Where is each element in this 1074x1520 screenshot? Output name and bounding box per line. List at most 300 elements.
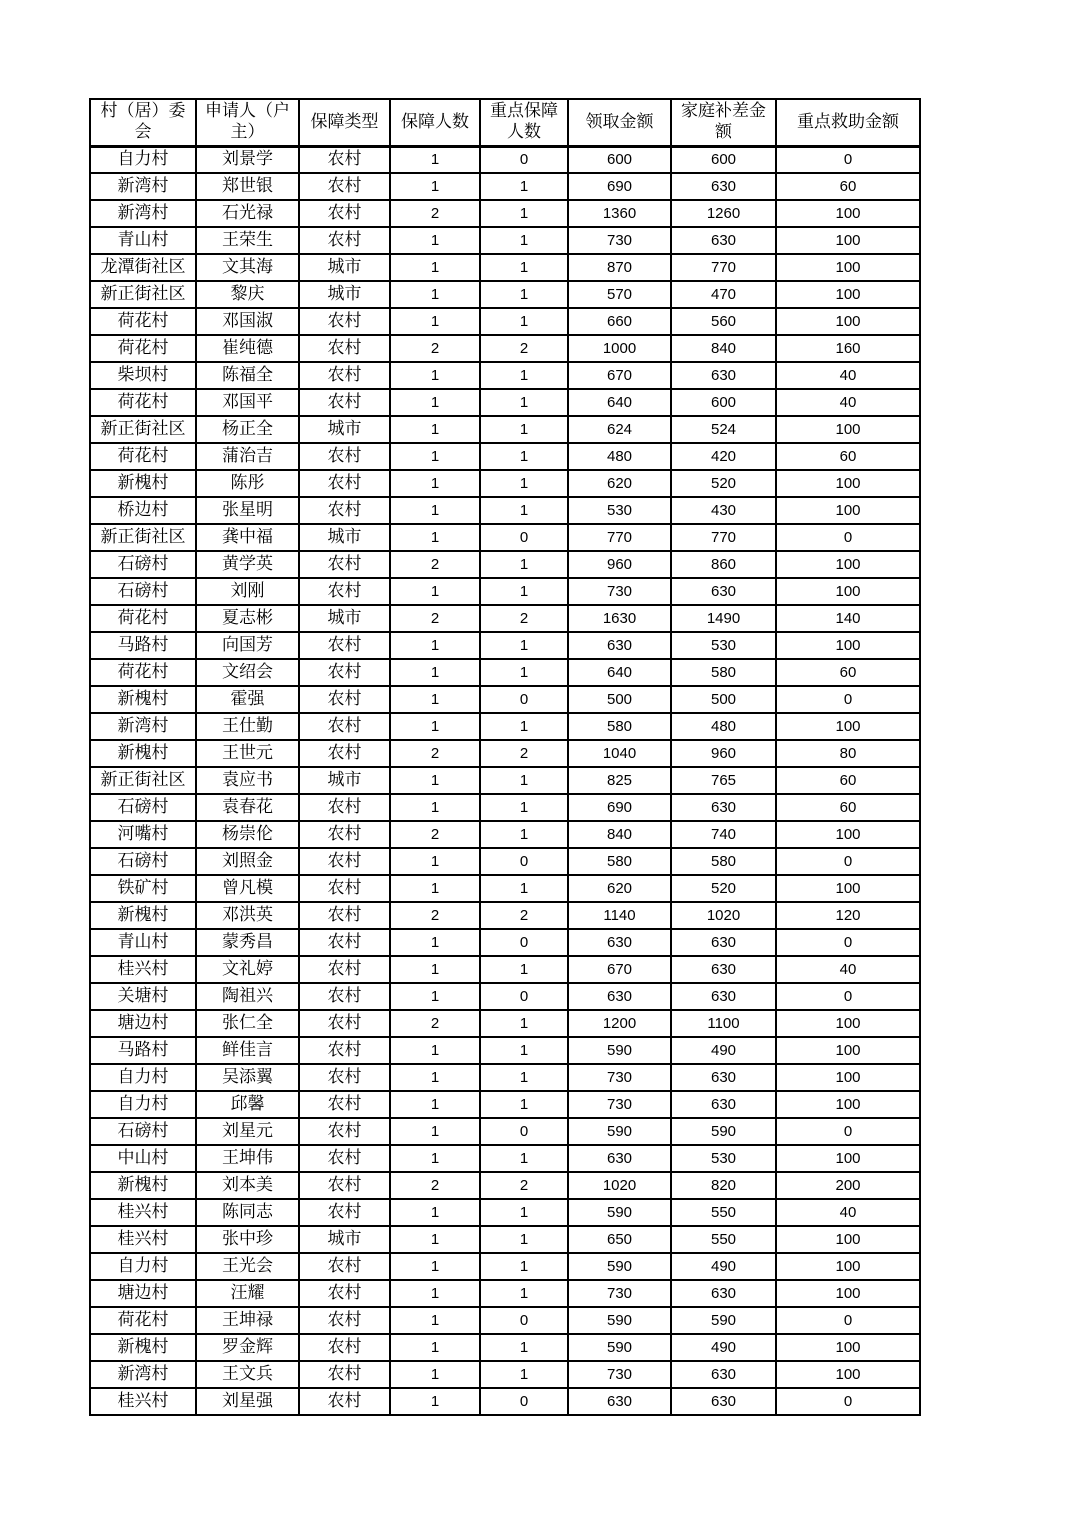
table-cell: 马路村	[90, 632, 196, 659]
table-cell: 590	[568, 1118, 671, 1145]
table-cell: 农村	[299, 1253, 390, 1280]
table-cell: 490	[671, 1334, 776, 1361]
table-cell: 1100	[671, 1010, 776, 1037]
table-cell: 夏志彬	[196, 605, 299, 632]
table-row	[90, 1307, 920, 1334]
table-cell: 鲜佳言	[196, 1037, 299, 1064]
table-cell: 1	[480, 254, 568, 281]
table-row	[90, 443, 920, 470]
table-cell: 580	[671, 848, 776, 875]
table-cell: 1	[390, 1064, 480, 1091]
table-cell: 860	[671, 551, 776, 578]
table-cell: 1	[390, 848, 480, 875]
table-cell: 730	[568, 227, 671, 254]
table-cell: 1630	[568, 605, 671, 632]
table-row	[90, 1388, 920, 1415]
table-cell: 柴坝村	[90, 362, 196, 389]
table-cell: 580	[568, 713, 671, 740]
table-cell: 0	[480, 983, 568, 1010]
table-cell: 670	[568, 362, 671, 389]
table-cell: 农村	[299, 821, 390, 848]
table-cell: 农村	[299, 1334, 390, 1361]
table-cell: 新槐村	[90, 470, 196, 497]
table-cell: 1	[480, 1010, 568, 1037]
table-cell: 590	[568, 1199, 671, 1226]
table-cell: 农村	[299, 1037, 390, 1064]
table-cell: 1	[390, 470, 480, 497]
table-cell: 农村	[299, 1145, 390, 1172]
table-row	[90, 983, 920, 1010]
table-cell: 100	[776, 578, 920, 605]
table-cell: 770	[671, 524, 776, 551]
table-cell: 1	[390, 281, 480, 308]
table-cell: 自力村	[90, 1253, 196, 1280]
table-cell: 1	[390, 875, 480, 902]
table-row	[90, 1145, 920, 1172]
table-cell: 730	[568, 1091, 671, 1118]
table-cell: 960	[568, 551, 671, 578]
table-row	[90, 1010, 920, 1037]
table-cell: 0	[776, 929, 920, 956]
table-cell: 530	[671, 1145, 776, 1172]
table-cell: 1	[390, 146, 480, 173]
table-cell: 农村	[299, 1172, 390, 1199]
table-cell: 1	[390, 362, 480, 389]
table-cell: 0	[480, 929, 568, 956]
table-cell: 160	[776, 335, 920, 362]
table-cell: 0	[776, 983, 920, 1010]
table-cell: 1	[390, 1334, 480, 1361]
table-cell: 1	[480, 1253, 568, 1280]
table-cell: 马路村	[90, 1037, 196, 1064]
header-cell-covered-count: 保障人数	[390, 99, 480, 146]
table-cell: 农村	[299, 497, 390, 524]
table-cell: 荷花村	[90, 605, 196, 632]
table-row	[90, 1199, 920, 1226]
table-cell: 600	[568, 146, 671, 173]
table-cell: 2	[390, 902, 480, 929]
table-cell: 新正街社区	[90, 524, 196, 551]
table-row	[90, 1037, 920, 1064]
table-cell: 825	[568, 767, 671, 794]
table-cell: 农村	[299, 146, 390, 173]
table-cell: 青山村	[90, 929, 196, 956]
table-cell: 0	[480, 1388, 568, 1415]
table-cell: 1040	[568, 740, 671, 767]
table-cell: 塘边村	[90, 1010, 196, 1037]
table-cell: 张星明	[196, 497, 299, 524]
table-cell: 新槐村	[90, 902, 196, 929]
table-cell: 100	[776, 497, 920, 524]
table-cell: 420	[671, 443, 776, 470]
table-cell: 荷花村	[90, 659, 196, 686]
table-cell: 蒙秀昌	[196, 929, 299, 956]
table-cell: 640	[568, 389, 671, 416]
table-cell: 650	[568, 1226, 671, 1253]
table-cell: 龙潭街社区	[90, 254, 196, 281]
table-cell: 张中珍	[196, 1226, 299, 1253]
table-cell: 2	[390, 200, 480, 227]
table-cell: 100	[776, 713, 920, 740]
table-cell: 石磅村	[90, 578, 196, 605]
table-cell: 100	[776, 1280, 920, 1307]
table-cell: 杨正全	[196, 416, 299, 443]
table-cell: 城市	[299, 254, 390, 281]
table-cell: 1	[390, 524, 480, 551]
table-cell: 新湾村	[90, 200, 196, 227]
table-cell: 1	[390, 686, 480, 713]
table-cell: 630	[671, 1388, 776, 1415]
table-row	[90, 281, 920, 308]
table-cell: 城市	[299, 767, 390, 794]
table-cell: 1	[390, 1226, 480, 1253]
table-cell: 袁应书	[196, 767, 299, 794]
table-cell: 620	[568, 875, 671, 902]
table-cell: 2	[390, 1172, 480, 1199]
table-cell: 40	[776, 956, 920, 983]
table-cell: 1	[390, 578, 480, 605]
table-cell: 霍强	[196, 686, 299, 713]
table-cell: 刘本美	[196, 1172, 299, 1199]
table-cell: 荷花村	[90, 389, 196, 416]
table-cell: 140	[776, 605, 920, 632]
table-cell: 王坤伟	[196, 1145, 299, 1172]
table-cell: 1	[390, 1145, 480, 1172]
header-cell-applicant: 申请人（户主）	[196, 99, 299, 146]
table-cell: 王坤禄	[196, 1307, 299, 1334]
table-cell: 龚中福	[196, 524, 299, 551]
table-cell: 1	[390, 497, 480, 524]
table-cell: 刘照金	[196, 848, 299, 875]
table-cell: 630	[671, 173, 776, 200]
table-cell: 490	[671, 1037, 776, 1064]
table-cell: 桂兴村	[90, 1226, 196, 1253]
table-row	[90, 200, 920, 227]
table-cell: 620	[568, 470, 671, 497]
table-cell: 2	[390, 821, 480, 848]
table-cell: 1	[480, 200, 568, 227]
table-cell: 陈彤	[196, 470, 299, 497]
table-cell: 100	[776, 416, 920, 443]
table-cell: 农村	[299, 470, 390, 497]
table-cell: 630	[568, 983, 671, 1010]
table-cell: 2	[480, 740, 568, 767]
table-row	[90, 848, 920, 875]
table-cell: 1	[390, 227, 480, 254]
table-cell: 1	[390, 1199, 480, 1226]
table-cell: 0	[480, 1307, 568, 1334]
table-cell: 农村	[299, 1091, 390, 1118]
table-row	[90, 632, 920, 659]
table-cell: 530	[568, 497, 671, 524]
table-cell: 1	[480, 227, 568, 254]
table-cell: 新湾村	[90, 173, 196, 200]
table-cell: 560	[671, 308, 776, 335]
table-cell: 文绍会	[196, 659, 299, 686]
table-row	[90, 1064, 920, 1091]
table-cell: 河嘴村	[90, 821, 196, 848]
table-row	[90, 740, 920, 767]
table-cell: 农村	[299, 308, 390, 335]
header-cell-key-covered: 重点保障人数	[480, 99, 568, 146]
table-cell: 陈福全	[196, 362, 299, 389]
table-cell: 张仁全	[196, 1010, 299, 1037]
table-cell: 蒲治吉	[196, 443, 299, 470]
table-cell: 曾凡模	[196, 875, 299, 902]
table-cell: 荷花村	[90, 1307, 196, 1334]
table-cell: 590	[671, 1118, 776, 1145]
table-cell: 1	[480, 1064, 568, 1091]
table-cell: 0	[480, 686, 568, 713]
table-cell: 新槐村	[90, 1172, 196, 1199]
table-row	[90, 1226, 920, 1253]
table-row	[90, 713, 920, 740]
table-cell: 40	[776, 389, 920, 416]
table-cell: 农村	[299, 902, 390, 929]
table-cell: 480	[671, 713, 776, 740]
table-cell: 荷花村	[90, 308, 196, 335]
table-cell: 1	[480, 551, 568, 578]
table-cell: 1	[480, 281, 568, 308]
table-cell: 840	[671, 335, 776, 362]
table-cell: 1	[480, 1145, 568, 1172]
table-cell: 630	[671, 1361, 776, 1388]
table-cell: 2	[480, 1172, 568, 1199]
table-cell: 100	[776, 632, 920, 659]
table-cell: 新槐村	[90, 740, 196, 767]
table-cell: 1	[390, 443, 480, 470]
table-cell: 100	[776, 200, 920, 227]
table-cell: 570	[568, 281, 671, 308]
table-cell: 农村	[299, 1118, 390, 1145]
table-row	[90, 659, 920, 686]
table-cell: 1020	[671, 902, 776, 929]
table-cell: 630	[671, 578, 776, 605]
table-cell: 邓国淑	[196, 308, 299, 335]
table-cell: 崔纯德	[196, 335, 299, 362]
header-cell-family-subsidy: 家庭补差金额	[671, 99, 776, 146]
table-cell: 1	[390, 929, 480, 956]
table-cell: 农村	[299, 929, 390, 956]
table-cell: 1360	[568, 200, 671, 227]
table-cell: 农村	[299, 1010, 390, 1037]
table-cell: 塘边村	[90, 1280, 196, 1307]
table-cell: 关塘村	[90, 983, 196, 1010]
table-cell: 470	[671, 281, 776, 308]
table-cell: 600	[671, 146, 776, 173]
table-cell: 农村	[299, 200, 390, 227]
table-cell: 石磅村	[90, 794, 196, 821]
table-cell: 1	[390, 794, 480, 821]
table-cell: 1	[480, 416, 568, 443]
table-cell: 铁矿村	[90, 875, 196, 902]
table-cell: 农村	[299, 875, 390, 902]
table-cell: 100	[776, 821, 920, 848]
table-cell: 桂兴村	[90, 956, 196, 983]
table-cell: 陈同志	[196, 1199, 299, 1226]
table-cell: 60	[776, 173, 920, 200]
header-cell-key-aid-amount: 重点救助金额	[776, 99, 920, 146]
table-cell: 桥边村	[90, 497, 196, 524]
table-row	[90, 1334, 920, 1361]
table-cell: 500	[568, 686, 671, 713]
table-cell: 1	[480, 794, 568, 821]
table-row	[90, 1091, 920, 1118]
table-cell: 690	[568, 173, 671, 200]
table-cell: 农村	[299, 740, 390, 767]
table-cell: 城市	[299, 1226, 390, 1253]
table-cell: 1	[480, 497, 568, 524]
table-cell: 630	[671, 983, 776, 1010]
table-cell: 农村	[299, 1280, 390, 1307]
table-cell: 0	[480, 524, 568, 551]
table-cell: 770	[568, 524, 671, 551]
table-cell: 汪耀	[196, 1280, 299, 1307]
table-cell: 0	[776, 146, 920, 173]
table-cell: 100	[776, 1361, 920, 1388]
table-cell: 新槐村	[90, 1334, 196, 1361]
header-cell-security-type: 保障类型	[299, 99, 390, 146]
table-cell: 1	[480, 875, 568, 902]
table-cell: 1	[480, 470, 568, 497]
table-cell: 1	[390, 983, 480, 1010]
table-cell: 新正街社区	[90, 281, 196, 308]
table-cell: 60	[776, 659, 920, 686]
table-cell: 荷花村	[90, 335, 196, 362]
table-cell: 630	[671, 794, 776, 821]
table-cell: 1	[480, 1361, 568, 1388]
table-cell: 120	[776, 902, 920, 929]
table-cell: 1	[390, 1091, 480, 1118]
table-cell: 桂兴村	[90, 1199, 196, 1226]
table-cell: 1	[480, 1280, 568, 1307]
table-cell: 0	[480, 848, 568, 875]
table-cell: 农村	[299, 983, 390, 1010]
table-row	[90, 173, 920, 200]
table-cell: 王光会	[196, 1253, 299, 1280]
header-cell-village: 村（居）委会	[90, 99, 196, 146]
table-cell: 农村	[299, 551, 390, 578]
table-cell: 1	[390, 632, 480, 659]
table-row	[90, 1118, 920, 1145]
table-cell: 0	[776, 1118, 920, 1145]
table-cell: 黄学英	[196, 551, 299, 578]
table-cell: 630	[568, 1388, 671, 1415]
table-cell: 1	[480, 956, 568, 983]
table-cell: 王荣生	[196, 227, 299, 254]
table-cell: 2	[390, 740, 480, 767]
table-cell: 100	[776, 1253, 920, 1280]
table-cell: 自力村	[90, 1091, 196, 1118]
table-cell: 1260	[671, 200, 776, 227]
table-cell: 490	[671, 1253, 776, 1280]
table-cell: 农村	[299, 173, 390, 200]
table-cell: 1	[480, 362, 568, 389]
table-cell: 1	[390, 1307, 480, 1334]
table-cell: 630	[671, 929, 776, 956]
header-row	[90, 99, 920, 146]
table-cell: 城市	[299, 416, 390, 443]
table-cell: 580	[671, 659, 776, 686]
table-cell: 罗金辉	[196, 1334, 299, 1361]
table-cell: 1	[390, 1361, 480, 1388]
table-cell: 630	[671, 956, 776, 983]
table-cell: 1	[390, 956, 480, 983]
table-cell: 1140	[568, 902, 671, 929]
table-cell: 100	[776, 281, 920, 308]
table-cell: 630	[671, 362, 776, 389]
table-row	[90, 146, 920, 173]
table-cell: 农村	[299, 443, 390, 470]
table-cell: 农村	[299, 362, 390, 389]
table-cell: 590	[568, 1307, 671, 1334]
table-cell: 农村	[299, 632, 390, 659]
header-cell-amount-received: 领取金额	[568, 99, 671, 146]
table-cell: 邓国平	[196, 389, 299, 416]
table-cell: 100	[776, 1145, 920, 1172]
table-cell: 新湾村	[90, 1361, 196, 1388]
table-cell: 1	[480, 443, 568, 470]
table-cell: 60	[776, 794, 920, 821]
table-cell: 100	[776, 1037, 920, 1064]
table-cell: 新正街社区	[90, 416, 196, 443]
table-cell: 1	[480, 389, 568, 416]
table-cell: 670	[568, 956, 671, 983]
table-cell: 石磅村	[90, 1118, 196, 1145]
table-cell: 农村	[299, 335, 390, 362]
table-cell: 1	[480, 173, 568, 200]
table-cell: 城市	[299, 605, 390, 632]
table-row	[90, 362, 920, 389]
table-cell: 文礼婷	[196, 956, 299, 983]
table-row	[90, 1172, 920, 1199]
table-cell: 1	[480, 821, 568, 848]
table-cell: 农村	[299, 848, 390, 875]
table-cell: 1	[480, 713, 568, 740]
table-cell: 刘刚	[196, 578, 299, 605]
table-cell: 农村	[299, 1388, 390, 1415]
table-cell: 1	[390, 254, 480, 281]
table-cell: 1	[390, 416, 480, 443]
table-cell: 杨崇伦	[196, 821, 299, 848]
table-row	[90, 551, 920, 578]
table-cell: 524	[671, 416, 776, 443]
table-cell: 100	[776, 1226, 920, 1253]
table-cell: 100	[776, 1010, 920, 1037]
table-header	[90, 99, 920, 146]
table-cell: 邓洪英	[196, 902, 299, 929]
table-cell: 1	[390, 173, 480, 200]
table-row	[90, 497, 920, 524]
table-cell: 农村	[299, 713, 390, 740]
table-cell: 600	[671, 389, 776, 416]
spreadsheet-printout	[89, 98, 921, 1416]
table-row	[90, 578, 920, 605]
table-cell: 1	[390, 1388, 480, 1415]
table-cell: 1	[480, 767, 568, 794]
table-cell: 1	[390, 389, 480, 416]
table-cell: 740	[671, 821, 776, 848]
table-cell: 530	[671, 632, 776, 659]
table-cell: 中山村	[90, 1145, 196, 1172]
table-cell: 农村	[299, 659, 390, 686]
table-cell: 农村	[299, 1199, 390, 1226]
table-cell: 660	[568, 308, 671, 335]
table-cell: 新正街社区	[90, 767, 196, 794]
table-cell: 王世元	[196, 740, 299, 767]
table-cell: 500	[671, 686, 776, 713]
table-cell: 100	[776, 1064, 920, 1091]
